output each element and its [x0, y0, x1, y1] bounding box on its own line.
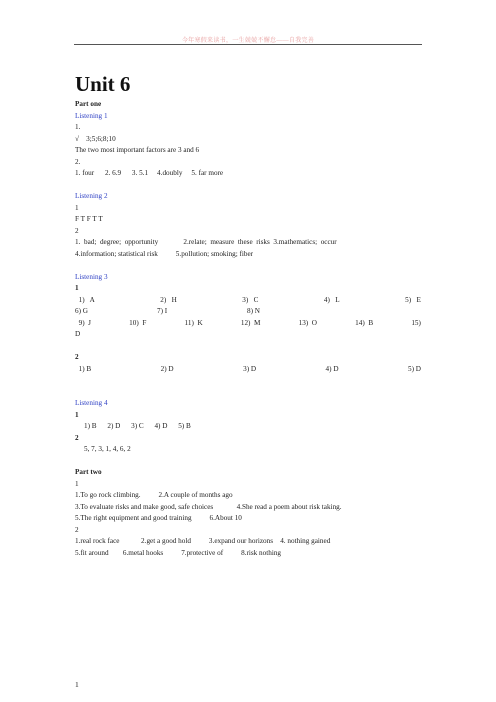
list-item: 1) B	[75, 364, 92, 373]
list-item: 4) D	[325, 364, 339, 373]
l2-q2-answer-line-1: 1. bad; degree; opportunity 2.relate; measure these risks 3.mathematics; occur	[75, 238, 337, 246]
l1-q1-note: The two most important factors are 3 and 6	[75, 146, 200, 154]
l3-q1-row-3-wrap: D	[75, 330, 81, 338]
l4-q2-answer: 5, 7, 3, 1, 4, 6, 2	[75, 445, 131, 453]
listening-2-heading: Listening 2	[75, 192, 108, 200]
list-item: 9) J	[75, 318, 91, 327]
list-item: 11) K	[184, 318, 203, 327]
l4-q1-number: 1	[75, 410, 79, 419]
l2-q2-number: 2	[75, 226, 79, 235]
l4-q1-answer: 1) B 2) D 3) C 4) D 5) B	[75, 422, 191, 430]
l2-q1-number: 1	[75, 203, 79, 212]
l3-q1-row-3	[75, 318, 421, 330]
list-item: 4) L	[323, 295, 340, 304]
listening-4-heading: Listening 4	[75, 399, 108, 407]
list-item: 14) B	[355, 318, 374, 327]
l2-q1-answer: F T F T T	[75, 215, 103, 223]
listening-3-heading: Listening 3	[75, 272, 108, 281]
l2-q2-answer-line-2: 4.information; statistical risk 5.pollution; smoking; fiber	[75, 249, 254, 258]
list-item: 2) D	[160, 364, 174, 373]
list-item: 5) D	[408, 364, 421, 373]
p2-q1-line-3: 5.The right equipment and good training 6.About 10	[75, 514, 242, 522]
l3-q2-number: 2	[75, 353, 79, 361]
l1-q2-number: 2.	[75, 157, 81, 166]
p2-q2-line-2: 5.fit around 6.metal hooks 7.protective of 8.risk nothing	[75, 548, 282, 557]
l3-q2-row	[75, 364, 421, 376]
l4-q2-number: 2	[75, 433, 79, 442]
list-item: 13) O	[298, 318, 317, 327]
part-one-heading: Part one	[75, 100, 102, 108]
list-item: 2) H	[160, 295, 177, 304]
header-note: 今年寒假来读书，一生兢兢不懈怠——自我完善	[181, 38, 315, 44]
l1-q1-answer: √ 3;5;6;8;10	[75, 134, 116, 143]
header-rule	[74, 44, 422, 45]
p2-q1-number: 1	[75, 479, 79, 488]
part-two-heading: Part two	[75, 468, 102, 476]
p2-q2-number: 2	[75, 525, 79, 534]
l3-q1-row-2	[75, 306, 421, 318]
listening-1-heading: Listening 1	[75, 111, 108, 120]
list-item: 8) N	[247, 307, 260, 315]
list-item: 10) F	[129, 318, 147, 327]
list-item: 3) C	[242, 295, 259, 304]
l3-q1-row-1	[75, 295, 421, 307]
list-item: 1) A	[75, 295, 95, 304]
p2-q2-line-1: 1.real rock face 2.get a good hold 3.expand our horizons 4. nothing gained	[75, 537, 331, 545]
p2-q1-line-1: 1.To go rock climbing. 2.A couple of months ago	[75, 491, 233, 499]
list-item: 12) M	[240, 318, 261, 327]
list-item: 15)	[411, 318, 421, 327]
list-item: 6) G	[75, 307, 88, 315]
list-item: 3) D	[243, 364, 257, 373]
l1-q1-number: 1.	[75, 123, 81, 131]
document-body	[75, 72, 421, 559]
l3-q1-number: 1	[75, 284, 79, 292]
page-number: 1	[75, 680, 79, 689]
page-title: Unit 6	[75, 72, 131, 96]
list-item: 7) I	[157, 307, 168, 315]
l1-q2-answer: 1. four 2. 6.9 3. 5.1 4.doubly 5. far more	[75, 169, 224, 177]
list-item: 5) E	[405, 295, 421, 304]
p2-q1-line-2: 3.To evaluate risks and make good, safe choices 4.She read a poem about risk taking.	[75, 502, 342, 511]
